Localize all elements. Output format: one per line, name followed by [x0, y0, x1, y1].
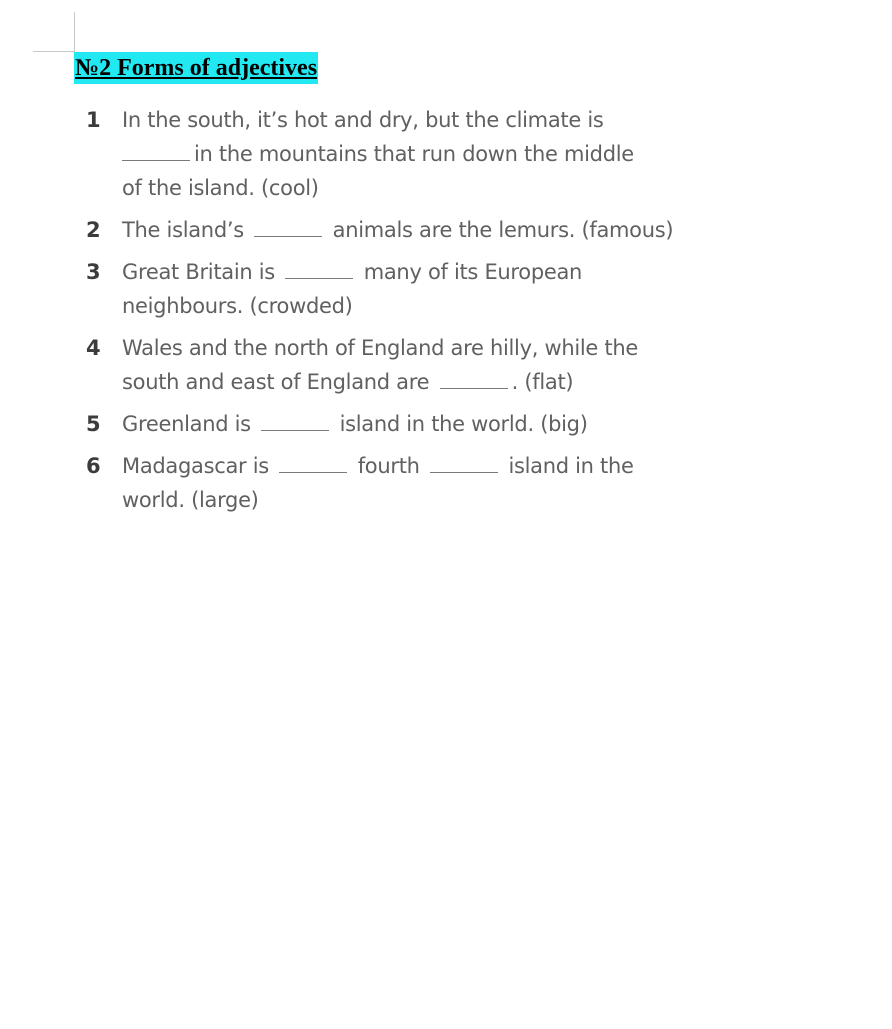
- item-text: [122, 407, 766, 441]
- item-fragment: . (flat): [511, 370, 574, 394]
- answer-blank[interactable]: [279, 452, 347, 473]
- answer-blank[interactable]: [122, 140, 190, 161]
- item-fragment: Great Britain is: [122, 260, 275, 284]
- item-line: [122, 137, 766, 171]
- exercise-item-2: [86, 213, 766, 247]
- exercise-item-6: [86, 449, 766, 517]
- answer-blank[interactable]: [254, 216, 322, 237]
- item-text: [122, 103, 766, 205]
- exercise-item-4: [86, 331, 766, 399]
- item-text: [122, 449, 766, 517]
- item-line: In the south, it’s hot and dry, but the climate is: [122, 108, 604, 132]
- item-line: [122, 407, 766, 441]
- item-fragment: Greenland is: [122, 412, 251, 436]
- item-number: 2: [86, 218, 101, 242]
- item-number: 5: [86, 412, 101, 436]
- page-corner-mark-horizontal: [33, 51, 75, 52]
- item-fragment: in the mountains that run down the middle: [194, 142, 634, 166]
- item-line: [122, 449, 766, 483]
- item-line: [122, 255, 766, 289]
- exercise-item-3: [86, 255, 766, 323]
- item-number: 6: [86, 454, 101, 478]
- exercise-heading: №2 Forms of adjectives: [74, 52, 318, 84]
- item-fragment: animals are the lemurs. (famous): [332, 218, 674, 242]
- item-text: [122, 213, 766, 247]
- answer-blank[interactable]: [261, 410, 329, 431]
- page-corner-mark-vertical: [74, 12, 75, 52]
- item-fragment: The island’s: [122, 218, 244, 242]
- item-line: of the island. (cool): [122, 176, 319, 200]
- item-fragment: fourth: [357, 454, 420, 478]
- item-fragment: south and east of England are: [122, 370, 430, 394]
- item-number: 3: [86, 260, 101, 284]
- item-fragment: Madagascar is: [122, 454, 269, 478]
- exercise-list: [86, 103, 766, 525]
- answer-blank[interactable]: [430, 452, 498, 473]
- exercise-item-1: [86, 103, 766, 205]
- item-line: Wales and the north of England are hilly, while the: [122, 336, 638, 360]
- item-line: [122, 213, 766, 247]
- item-number: 4: [86, 336, 101, 360]
- item-number: 1: [86, 108, 101, 132]
- item-fragment: island in the world. (big): [339, 412, 588, 436]
- item-fragment: many of its European: [363, 260, 583, 284]
- answer-blank[interactable]: [285, 258, 353, 279]
- answer-blank[interactable]: [440, 368, 508, 389]
- item-line: neighbours. (crowded): [122, 294, 353, 318]
- item-fragment: island in the: [508, 454, 634, 478]
- item-text: [122, 331, 766, 399]
- item-line: world. (large): [122, 488, 259, 512]
- item-text: [122, 255, 766, 323]
- exercise-item-5: [86, 407, 766, 441]
- item-line: [122, 365, 766, 399]
